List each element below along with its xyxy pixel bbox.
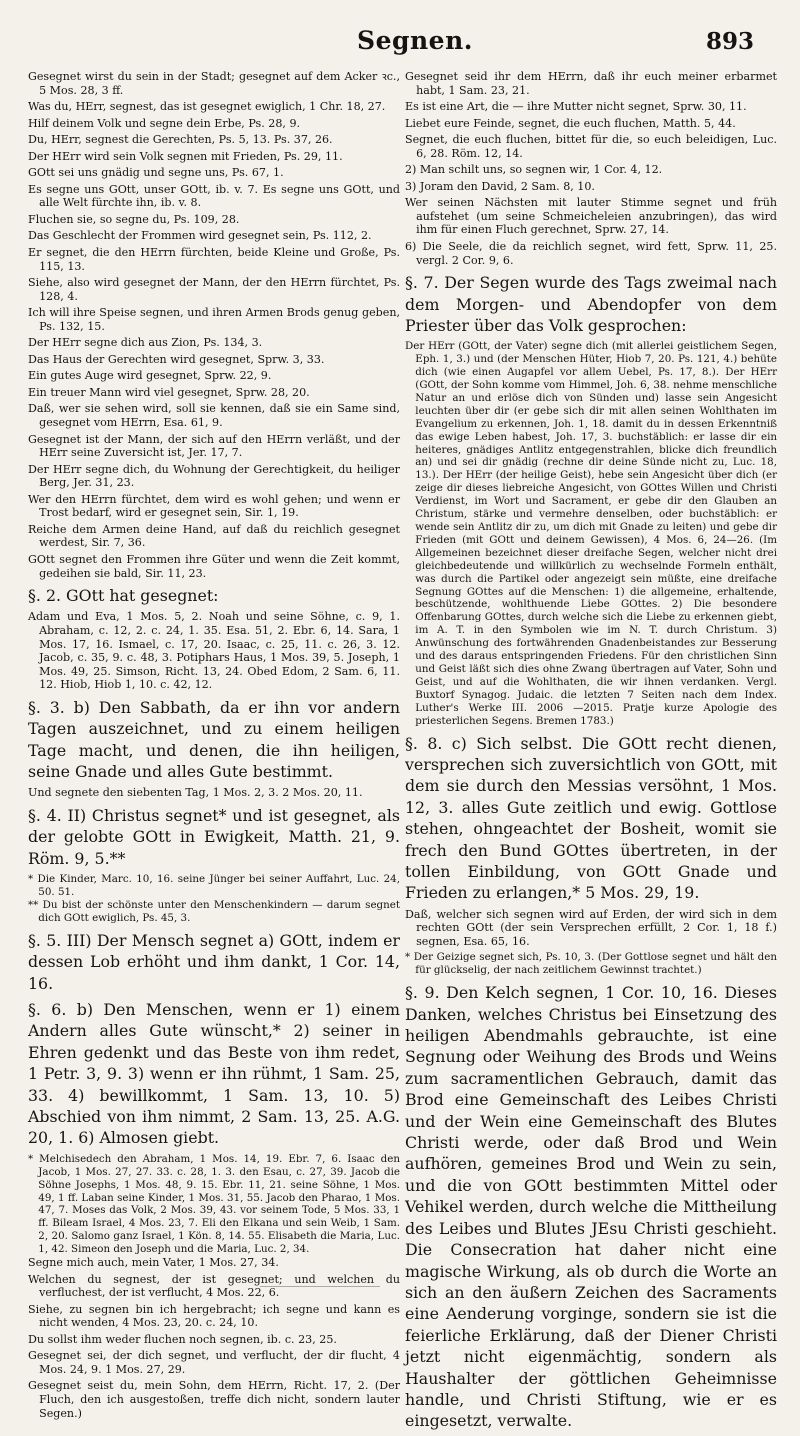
entry: Es segne uns GOtt, unser GOtt, ib. v. 7. Es segne uns GOtt, und alle Welt fürchte ihn, ib. v. 8. [28, 182, 400, 210]
entry: Ein treuer Mann wird viel gesegnet, Sprw. 28, 20. [28, 385, 310, 399]
entry: Ein gutes Auge wird gesegnet, Sprw. 22, 9. [28, 369, 272, 383]
entry: Daß, welcher sich segnen wird auf Erden, der wird sich in dem rechten GOtt (der sein Versprechen erfüllt, 2 Cor. 1, 18 f.) segnen, Esa. 65, 16. [405, 907, 777, 948]
footnote: * Die Kinder, Marc. 10, 16. seine Jünger bei seiner Auffahrt, Luc. 24, 50. 51. [28, 873, 400, 899]
running-title: Segnen. [357, 26, 473, 55]
entry: GOtt segnet den Frommen ihre Güter und wenn die Zeit kommt, gedeihen sie bald, Sir. 11, 23. [28, 552, 400, 580]
entry: Daß, wer sie sehen wird, soll sie kennen, daß sie ein Same sind, gesegnet vom HErrn, Esa. 61, 9. [28, 402, 400, 430]
entry: Siehe, also wird gesegnet der Mann, der den HErrn fürchtet, Ps. 128, 4. [28, 276, 400, 303]
section-paragraph: §. 6. b) Den Menschen, wenn er 1) einem Andern alles Gute wünscht,* 2) seiner in Ehren gedenkt und das Beste von ihm redet, 1 Petr. 3, 9. 3) wenn er ihn rühmt, 1 Sam. 25, 33. 4) bewillkommt, 1 Sam. 13, 10. 5) Abschied von ihm nimmt, 2 Sam. 13, 25. A.G. 20, 1. 6) Almosen giebt. [28, 999, 400, 1148]
entry: Hilf deinem Volk und segne dein Erbe, Ps. 28, 9. [28, 116, 301, 130]
entry: Welchen du segnest, der ist gesegnet; und welchen du verfluchest, der ist verflucht, 4 Mos. 22, 6. [28, 1272, 400, 1300]
section-paragraph: §. 5. III) Der Mensch segnet a) GOtt, indem er dessen Lob erhöht und ihm dankt, 1 Cor. 14, 16. [28, 930, 400, 993]
footnote: ** Du bist der schönste unter den Menschenkindern — darum segnet dich GOtt ewiglich, Ps. 45, 3. [28, 898, 400, 924]
entry: Was du, HErr, segnest, das ist gesegnet ewiglich, 1 Chr. 18, 27. [28, 100, 386, 114]
entry: Gesegnet seid ihr dem HErrn, daß ihr euch meiner erbarmet habt, 1 Sam. 23, 21. [405, 70, 777, 97]
page-header [70, 26, 760, 66]
entry: Es ist eine Art, die — ihre Mutter nicht segnet, Sprw. 30, 11. [405, 100, 747, 114]
entry: Du, HErr, segnest die Gerechten, Ps. 5, 13. Ps. 37, 26. [28, 133, 333, 147]
entry: Reiche dem Armen deine Hand, auf daß du reichlich gesegnet werdest, Sir. 7, 36. [28, 522, 400, 550]
entry: Der HErr segne dich aus Zion, Ps. 134, 3. [28, 336, 263, 350]
right-column [405, 70, 777, 1436]
entry: Gesegnet ist der Mann, der sich auf den HErrn verläßt, und der HErr seine Zuversicht ist, Jer. 17, 7. [28, 432, 400, 460]
entry: Wer den HErrn fürchtet, dem wird es wohl gehen; und wenn er Trost bedarf, wird er gesegnet sein, Sir. 1, 19. [28, 492, 400, 520]
entry: Und segnete den siebenten Tag, 1 Mos. 2, 3. 2 Mos. 20, 11. [28, 786, 363, 800]
entry: 6) Die Seele, die da reichlich segnet, wird fett, Sprw. 11, 25. vergl. 2 Cor. 9, 6. [405, 240, 777, 267]
entry: Gesegnet wirst du sein in der Stadt; gesegnet auf dem Acker ꝛc., 5 Mos. 28, 3 ff. [28, 70, 400, 97]
entry: Ich will ihre Speise segnen, und ihren Armen Brods genug geben, Ps. 132, 15. [28, 306, 400, 333]
entry: Der HErr wird sein Volk segnen mit Frieden, Ps. 29, 11. [28, 149, 343, 163]
entry: Der HErr segne dich, du Wohnung der Gerechtigkeit, du heiliger Berg, Jer. 31, 23. [28, 462, 400, 490]
section-paragraph: §. 8. c) Sich selbst. Die GOtt recht dienen, versprechen sich zuversichtlich von GOtt, mit dem sie durch den Messias versöhnt, 1 Mos. 12, 3. alles Gute zeitlich und ewig. Gottlose stehen, ohngeachtet der Bosheit, womit sie frech den Bund GOttes übertreten, in der tollen Einbildung, von GOtt Gnade und Frieden zu erlangen,* 5 Mos. 29, 19. [405, 733, 777, 903]
entry: Das Geschlecht der Frommen wird gesegnet sein, Ps. 112, 2. [28, 229, 372, 243]
footer-rule [260, 1286, 380, 1287]
entry: Gesegnet seist du, mein Sohn, dem HErrn, Richt. 17, 2. (Der Fluch, den ich ausgestoßen, treffe dich nicht, sondern lauter Segen.) [28, 1379, 400, 1420]
page-number: 893 [705, 28, 754, 55]
entry: Das Haus der Gerechten wird gesegnet, Sprw. 3, 33. [28, 352, 325, 366]
entry: Du sollst ihm weder fluchen noch segnen, ib. c. 23, 25. [28, 1332, 337, 1346]
footnote: * Der Geizige segnet sich, Ps. 10, 3. (Der Gottlose segnet und hält den für glückselig, der nach zeitlichem Gewinnst trachtet.) [405, 951, 777, 977]
section-paragraph: §. 2. GOtt hat gesegnet: [28, 586, 219, 606]
entry: Liebet eure Feinde, segnet, die euch fluchen, Matth. 5, 44. [405, 116, 736, 130]
footnote: Der HErr (GOtt, der Vater) segne dich (mit allerlei geistlichem Segen, Eph. 1, 3.) und (der Menschen Hüter, Hiob 7, 20. Ps. 121, 4.) behüte dich (wie einen Augapfel vor allem Uebel, Ps. 17, 8.). Der HErr (GOtt, der Sohn komme vom Himmel, Joh. 6, 38. nehme menschliche Natur an und erlöse dich von Sünden und) lasse sein Angesicht leuchten über dir (er gebe sich dir mit allen seinen Wohlthaten im Evangelium zu erkennen, Joh. 1, 18. damit du in dessen Erkenntniß das ewige Leben habest, Joh. 17, 3. buchstäblich: er lasse dir ein heiteres, gnädiges Antlitz entgegenstrahlen, blicke dich freundlich an) und sei dir gnädig (rechne dir deine Sünde nicht zu, Luc. 18, 13.). Der HErr (der heilige Geist), hebe sein Angesicht über dich (er zeige dir dieses liebreiche Angesicht, von GOttes Willen und Christi Verdienst, im Wort und Sacrament, er gebe dir den Glauben an Christum, stärke und vermehre denselben, oder buchstäblich: er wende sein Antlitz dir zu, um dich mit Gnade zu leiten) und gebe dir Frieden (mit GOtt und deinem Gewissen), 4 Mos. 6, 24—26. (Im Allgemeinen bezeichnet dieser dreifache Segen, welcher nicht drei gleichbedeutende und willkürlich zu wechselnde Formeln enthält, was durch die Partikel oder angezeigt sein müßte, eine dreifache Segnung GOttes auf die Menschen: 1) die allgemeine, erhaltende, beschützende, wohlthuende Liebe GOttes. 2) Die besondere Offenbarung GOttes, durch welche sich die Liebe zu erkennen giebt, im A. T. in den Symbolen wie im N. T. durch Christum. 3) Anwünschung des fortwährenden Gnadenbeistandes zur Besserung und des daraus entspringenden Friedens. Für den christlichen Sinn und Geist läßt sich dies ohne Zwang übertragen auf Vater, Sohn und Geist, und auf die Wohlthaten, die wir ihnen verdanken. Vergl. Buxtorf Synagog. Judaic. die letzten 7 Seiten nach dem Index. Luther's Werke III. 2006 —2015. Pratje kurze Apologie des priesterlichen Segens. Bremen 1783.) [405, 340, 777, 727]
entry: Adam und Eva, 1 Mos. 5, 2. Noah und seine Söhne, c. 9, 1. Abraham, c. 12, 2. c. 24, 1. 35. Esa. 51, 2. Ebr. 6, 14. Sara, 1 Mos. 17, 16. Ismael, c. 17, 20. Isaac, c. 25, 11. c. 26, 3. 12. Jacob, c. 35, 9. c. 48, 3. Potiphars Haus, 1 Mos. 39, 5. Joseph, 1 Mos. 49, 25. Simson, Richt. 13, 24. Obed Edom, 2 Sam. 6, 11. 12. Hiob, Hiob 1, 10. c. 42, 12. [28, 610, 400, 692]
entry: Segnet, die euch fluchen, bittet für die, so euch beleidigen, Luc. 6, 28. Röm. 12, 14. [405, 133, 777, 160]
entry: Gesegnet sei, der dich segnet, und verflucht, der dir flucht, 4 Mos. 24, 9. 1 Mos. 27, 29. [28, 1349, 400, 1376]
section-paragraph: §. 9. Den Kelch segnen, 1 Cor. 10, 16. Dieses Danken, welches Christus bei Einsetzung des heiligen Abendmahls gebrauchte, ist eine Segnung oder Weihung des Brods und Weins zum sacramentlichen Gebrauch, damit das Brod eine Gemeinschaft des Leibes Christi und der Wein eine Gemeinschaft des Blutes Christi werde, oder daß Brod und Wein aufhören, gemeines Brod und Wein zu sein, und die von GOtt bestimmten Mittel oder Vehikel werden, durch welche die Mittheilung des Leibes und Blutes JEsu Christi geschieht. Die Consecration hat daher nicht eine magische Wirkung, als ob durch die Worte an sich an den äußern Zeichen des Sacraments eine Aenderung vorginge, sondern sie ist die feierliche Erklärung, daß der Diener Christi jetzt nicht eigenmächtig, sondern als Haushalter der göttlichen Geheimnisse handle, und Christi Stiftung, wie er es eingesetzt, verwalte. [405, 983, 777, 1431]
entry: Wer seinen Nächsten mit lauter Stimme segnet und früh aufstehet (um seine Schmeicheleien anzubringen), das wird ihm für einen Fluch gerechnet, Sprw. 27, 14. [405, 196, 777, 237]
entry: Er segnet, die den HErrn fürchten, beide Kleine und Große, Ps. 115, 13. [28, 246, 400, 273]
entry: 2) Man schilt uns, so segnen wir, 1 Cor. 4, 12. [405, 163, 663, 177]
entry: Siehe, zu segnen bin ich hergebracht; ich segne und kann es nicht wenden, 4 Mos. 23, 20. c. 24, 10. [28, 1302, 400, 1330]
entry: Segne mich auch, mein Vater, 1 Mos. 27, 34. [28, 1256, 279, 1270]
section-paragraph: §. 7. Der Segen wurde des Tags zweimal nach dem Morgen- und Abendopfer von dem Priester über das Volk gesprochen: [405, 273, 777, 335]
section-paragraph: §. 4. II) Christus segnet* und ist gesegnet, als der gelobte GOtt in Ewigkeit, Matth. 21, 9. Röm. 9, 5.** [28, 805, 400, 868]
section-paragraph: §. 3. b) Den Sabbath, da er ihn vor andern Tagen auszeichnet, und zu einem heiligen Tage macht, und denen, die ihn heiligen, seine Gnade und alles Gute bestimmt. [28, 697, 400, 781]
entry: GOtt sei uns gnädig und segne uns, Ps. 67, 1. [28, 166, 284, 180]
entry: 3) Joram den David, 2 Sam. 8, 10. [405, 179, 595, 193]
entry: Fluchen sie, so segne du, Ps. 109, 28. [28, 212, 240, 226]
footnote: * Melchisedech den Abraham, 1 Mos. 14, 19. Ebr. 7, 6. Isaac den Jacob, 1 Mos. 27, 27. 33. c. 28, 1. 3. den Esau, c. 27, 39. Jacob die Söhne Josephs, 1 Mos. 48, 9. 15. Ebr. 11, 21. seine Söhne, 1 Mos. 49, 1 ff. Laban seine Kinder, 1 Mos. 31, 55. Jacob den Pharao, 1 Mos. 47, 7. Moses das Volk, 2 Mos. 39, 43. vor seinem Tode, 5 Mos. 33, 1 ff. Bileam Israel, 4 Mos. 23, 7. Eli den Elkana und sein Weib, 1 Sam. 2, 20. Salomo ganz Israel, 1 Kön. 8, 14. 55. Elisabeth die Maria, Luc. 1, 42. Simeon den Joseph und die Maria, Luc. 2, 34. [28, 1152, 400, 1256]
left-column [28, 70, 400, 1423]
